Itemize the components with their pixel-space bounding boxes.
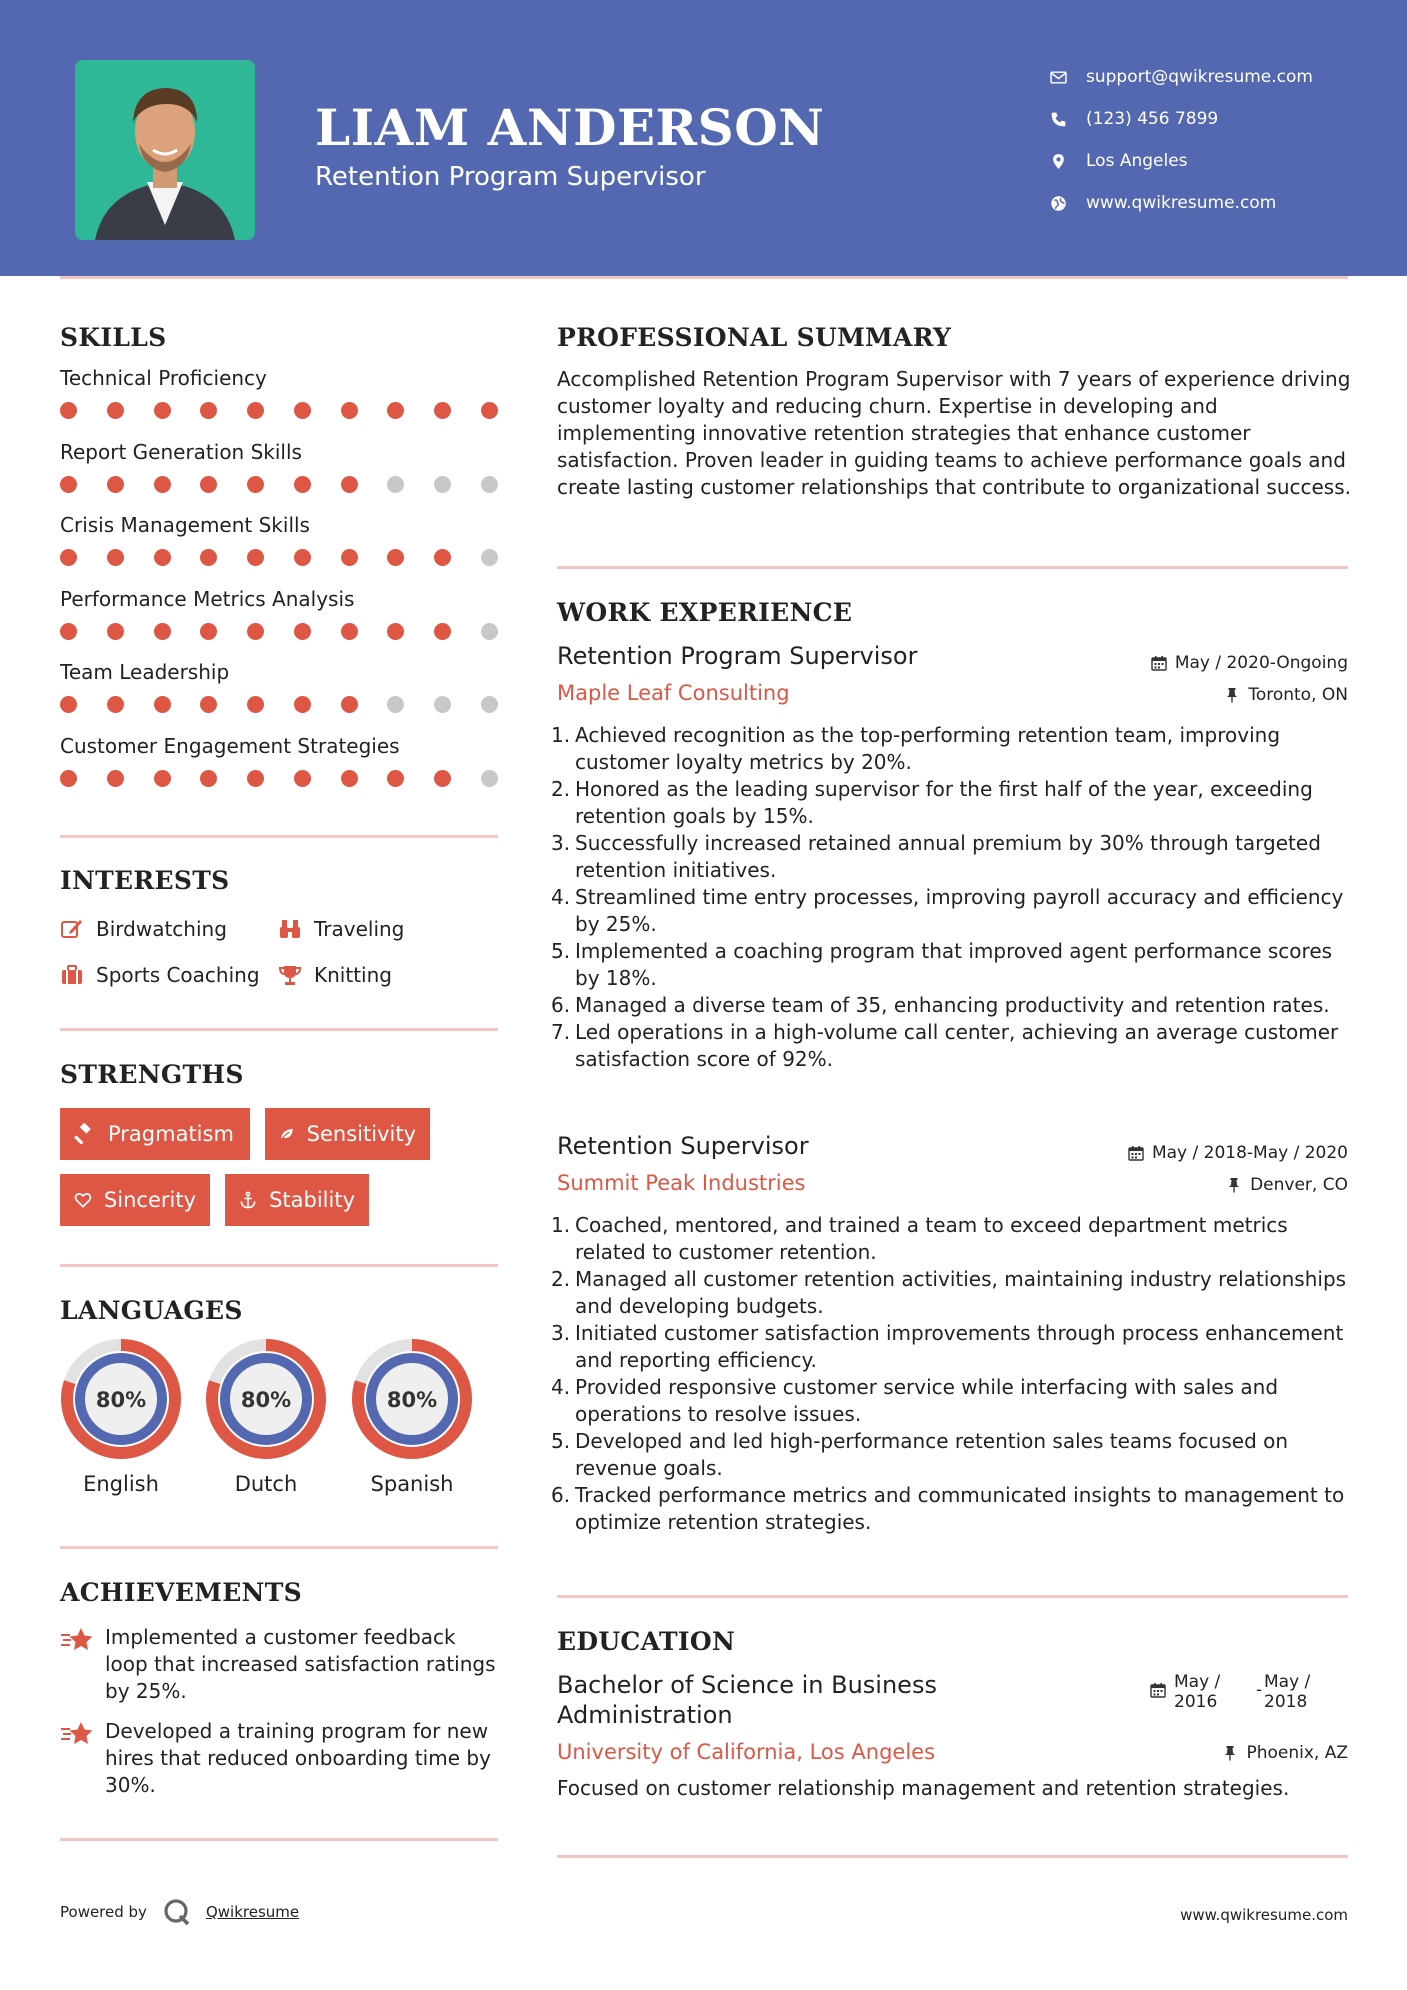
rating-dot <box>154 549 171 566</box>
interest-item: Knitting <box>278 963 392 987</box>
contact-location <box>1050 140 1313 182</box>
interests-divider <box>60 1028 498 1031</box>
summary-text: Accomplished Retention Program Supervisor with 7 years of experience driving customer loyalty and reducing churn. Expertise in developing and implementing innovative retention strategies that enhance customer satisfaction. Proven leader in guiding teams to achieve performance goals and create lasting customer relationships that contribute to organizational success. <box>557 367 1352 499</box>
language-name: Dutch <box>234 1472 298 1496</box>
skill-item <box>60 513 500 566</box>
language-item <box>205 1338 327 1496</box>
rating-dot <box>247 476 264 493</box>
skill-name: Technical Proficiency <box>60 366 267 390</box>
rating-dot <box>341 402 358 419</box>
edit-icon <box>60 917 84 941</box>
skill-rating <box>60 696 498 713</box>
bullet-number: 4. <box>551 885 571 909</box>
skill-name: Customer Engagement Strategies <box>60 733 400 758</box>
skills-heading: SKILLS <box>60 323 167 352</box>
skill-name: Report Generation Skills <box>60 439 302 464</box>
job-bullet <box>551 1320 1357 1374</box>
rating-dot <box>247 770 264 787</box>
rating-dot <box>294 696 311 713</box>
rating-dot <box>107 623 124 640</box>
bullet-number: 3. <box>551 1321 571 1345</box>
rating-dot <box>387 549 404 566</box>
interest-item: Birdwatching <box>60 917 278 941</box>
rating-dot <box>434 476 451 493</box>
phone-icon <box>1050 111 1067 128</box>
summary-divider <box>557 566 1348 569</box>
bullet-number: 5. <box>551 939 571 963</box>
degree-title: Bachelor of Science in Business Administration <box>557 1671 937 1729</box>
skill-name: Crisis Management Skills <box>60 513 310 537</box>
language-gauge <box>205 1338 327 1460</box>
bullet-text: Tracked performance metrics and communicated insights to management to optimize retention strategies. <box>575 1483 1345 1534</box>
bullet-text: Managed a diverse team of 35, enhancing productivity and retention rates. <box>575 993 1330 1017</box>
rating-dot <box>481 476 498 493</box>
skill-name: Performance Metrics Analysis <box>60 586 355 611</box>
job-bullet <box>551 992 1357 1019</box>
rating-dot <box>154 696 171 713</box>
skill-rating <box>60 770 498 787</box>
calendar-icon <box>1128 1145 1144 1161</box>
rating-dot <box>247 696 264 713</box>
language-item <box>351 1338 473 1496</box>
achievements-heading: ACHIEVEMENTS <box>60 1578 302 1607</box>
bullet-number: 1. <box>551 1213 571 1237</box>
bullet-number: 7. <box>551 1020 571 1044</box>
rating-dot <box>107 476 124 493</box>
rating-dot <box>247 623 264 640</box>
bullet-number: 6. <box>551 993 571 1017</box>
contact-phone[interactable] <box>1050 98 1313 140</box>
footer-powered-by: Powered by Qwikresume <box>60 1897 299 1927</box>
rating-dot <box>481 770 498 787</box>
rating-dot <box>341 476 358 493</box>
job-bullet-list <box>551 1212 1357 1536</box>
rating-dot <box>481 623 498 640</box>
skill-item <box>60 440 500 493</box>
skill-item <box>60 734 500 787</box>
job-location: Denver, CO <box>1226 1175 1348 1195</box>
rating-dot <box>387 402 404 419</box>
rating-dot <box>481 549 498 566</box>
job-date: May / 2018-May / 2020 <box>1128 1143 1348 1163</box>
skill-item <box>60 660 500 713</box>
contact-website[interactable] <box>1050 182 1313 224</box>
bullet-text: Led operations in a high-volume call center, achieving an average customer satisfaction score of 92%. <box>575 1020 1339 1071</box>
rating-dot <box>341 623 358 640</box>
rating-dot <box>107 402 124 419</box>
rating-dot <box>387 696 404 713</box>
rating-dot <box>247 549 264 566</box>
bullet-text: Implemented a coaching program that improved agent performance scores by 18%. <box>575 939 1333 990</box>
rating-dot <box>200 549 217 566</box>
rating-dot <box>154 402 171 419</box>
resume-header <box>0 0 1407 276</box>
school-name: University of California, Los Angeles <box>557 1740 936 1764</box>
contact-phone-text: (123) 456 7899 <box>1086 109 1219 129</box>
heart-icon <box>74 1189 92 1211</box>
strength-tag: Stability <box>225 1174 369 1226</box>
binoculars-icon <box>278 917 302 941</box>
job-bullet <box>551 1374 1357 1428</box>
gauge-label: 80% <box>95 1388 147 1412</box>
job-bullet <box>551 1482 1357 1536</box>
rating-dot <box>434 623 451 640</box>
language-item <box>60 1338 182 1496</box>
strength-tag: Pragmatism <box>60 1108 250 1160</box>
calendar-icon <box>1151 655 1167 671</box>
rating-dot <box>294 770 311 787</box>
skill-name: Team Leadership <box>60 660 230 684</box>
bullet-number: 1. <box>551 723 571 747</box>
leaf-icon <box>279 1123 295 1145</box>
rating-dot <box>387 770 404 787</box>
rating-dot <box>154 623 171 640</box>
rating-dot <box>200 770 217 787</box>
profile-photo <box>75 60 255 240</box>
envelope-icon <box>1050 69 1067 86</box>
job-bullet <box>551 1266 1357 1320</box>
skill-rating <box>60 476 498 493</box>
job-bullet <box>551 776 1357 830</box>
languages-heading: LANGUAGES <box>60 1296 243 1325</box>
education-date-separator: - <box>1256 1680 1263 1700</box>
rating-dot <box>200 402 217 419</box>
footer-website[interactable]: www.qwikresume.com <box>1180 1906 1348 1924</box>
skills-divider <box>60 835 498 838</box>
rating-dot <box>434 549 451 566</box>
interests-heading: INTERESTS <box>60 866 230 895</box>
education-end: May / 2018 <box>1264 1672 1311 1712</box>
job-title: Retention Program Supervisor <box>557 642 918 670</box>
bullet-number: 6. <box>551 1483 571 1507</box>
interests-list <box>60 906 500 998</box>
rating-dot <box>107 549 124 566</box>
strength-tag: Sincerity <box>60 1174 210 1226</box>
rating-dot <box>107 696 124 713</box>
trophy-icon <box>278 963 302 987</box>
qwikresume-link[interactable]: Qwikresume <box>205 1903 300 1921</box>
calendar-icon <box>1150 1682 1166 1698</box>
bullet-number: 4. <box>551 1375 571 1399</box>
job-bullet <box>551 1212 1357 1266</box>
education-divider <box>557 1855 1348 1858</box>
contact-location-text: Los Angeles <box>1086 151 1188 171</box>
bullet-number: 5. <box>551 1429 571 1453</box>
job-bullet <box>551 830 1357 884</box>
rating-dot <box>60 549 77 566</box>
qwikresume-logo-icon <box>162 1897 192 1927</box>
skill-rating <box>60 402 498 419</box>
rating-dot <box>341 549 358 566</box>
candidate-title: Retention Program Supervisor <box>315 162 706 192</box>
rating-dot <box>107 770 124 787</box>
rating-dot <box>434 402 451 419</box>
rating-dot <box>387 623 404 640</box>
job-bullet <box>551 1019 1357 1073</box>
map-marker-icon <box>1050 153 1067 170</box>
star-icon <box>60 1626 94 1654</box>
rating-dot <box>200 476 217 493</box>
rating-dot <box>200 623 217 640</box>
contact-website-text: www.qwikresume.com <box>1086 193 1277 213</box>
bullet-text: Streamlined time entry processes, improving payroll accuracy and efficiency by 25%. <box>575 885 1344 936</box>
rating-dot <box>387 476 404 493</box>
achievements-divider <box>60 1838 498 1841</box>
education-location: Phoenix, AZ <box>1222 1743 1348 1763</box>
languages-divider <box>60 1546 498 1549</box>
rating-dot <box>481 696 498 713</box>
education-heading: EDUCATION <box>557 1627 736 1656</box>
experience-heading: WORK EXPERIENCE <box>557 598 853 627</box>
job-date: May / 2020-Ongoing <box>1151 653 1348 673</box>
rating-dot <box>341 696 358 713</box>
bullet-text: Achieved recognition as the top-performing retention team, improving customer loyalty metrics by 20%. <box>575 723 1281 774</box>
bullet-number: 2. <box>551 777 571 801</box>
bullet-text: Successfully increased retained annual premium by 30% through targeted retention initiatives. <box>575 831 1321 882</box>
gavel-icon <box>74 1123 96 1145</box>
language-name: English <box>83 1472 159 1496</box>
experience-divider <box>557 1595 1348 1598</box>
skill-item <box>60 587 500 640</box>
job-bullet-list <box>551 722 1357 1073</box>
rating-dot <box>294 623 311 640</box>
job-bullet <box>551 722 1357 776</box>
job-company: Maple Leaf Consulting <box>557 681 790 705</box>
rating-dot <box>154 476 171 493</box>
education-start: May / 2016 <box>1174 1672 1221 1712</box>
job-company: Summit Peak Industries <box>557 1171 806 1195</box>
summary-heading: PROFESSIONAL SUMMARY <box>557 323 952 352</box>
contact-email-text: support@qwikresume.com <box>1086 67 1313 87</box>
job-bullet <box>551 884 1357 938</box>
skill-item <box>60 366 500 419</box>
pushpin-icon <box>1222 1745 1238 1761</box>
rating-dot <box>341 770 358 787</box>
bullet-text: Provided responsive customer service while interfacing with sales and operations to resolve issues. <box>575 1375 1279 1426</box>
rating-dot <box>247 402 264 419</box>
achievement-item: Developed a training program for new hires that reduced onboarding time by 30%. <box>60 1718 500 1799</box>
job-location: Toronto, ON <box>1224 685 1348 705</box>
rating-dot <box>434 770 451 787</box>
person-portrait-icon <box>75 60 255 240</box>
star-icon <box>60 1720 94 1748</box>
bullet-text: Honored as the leading supervisor for the first half of the year, exceeding retention goals by 15%. <box>575 777 1313 828</box>
rating-dot <box>60 696 77 713</box>
language-gauge <box>60 1338 182 1460</box>
contact-list <box>1050 56 1313 224</box>
contact-email[interactable] <box>1050 56 1313 98</box>
bullet-number: 2. <box>551 1267 571 1291</box>
rating-dot <box>60 623 77 640</box>
skill-rating <box>60 549 498 566</box>
rating-dot <box>434 696 451 713</box>
pushpin-icon <box>1224 687 1240 703</box>
education-description: Focused on customer relationship management and retention strategies. <box>557 1776 1290 1800</box>
job-bullet <box>551 938 1357 992</box>
bullet-number: 3. <box>551 831 571 855</box>
rating-dot <box>60 770 77 787</box>
rating-dot <box>294 476 311 493</box>
rating-dot <box>481 402 498 419</box>
candidate-name: LIAM ANDERSON <box>315 98 825 157</box>
interest-item: Traveling <box>278 917 404 941</box>
gauge-label: 80% <box>240 1388 292 1412</box>
bullet-text: Coached, mentored, and trained a team to exceed department metrics related to customer retention. <box>575 1213 1288 1264</box>
rating-dot <box>60 476 77 493</box>
bullet-text: Developed and led high-performance retention sales teams focused on revenue goals. <box>575 1429 1289 1480</box>
anchor-icon <box>239 1189 257 1211</box>
rating-dot <box>200 696 217 713</box>
language-name: Spanish <box>370 1472 454 1496</box>
briefcase-icon <box>60 963 84 987</box>
bullet-text: Managed all customer retention activities, maintaining industry relationships and developing budgets. <box>575 1267 1347 1318</box>
rating-dot <box>60 402 77 419</box>
rating-dot <box>294 549 311 566</box>
education-date <box>1150 1672 1324 1712</box>
interest-item: Sports Coaching <box>60 963 278 987</box>
header-divider <box>60 276 1348 279</box>
achievement-item: Implemented a customer feedback loop that increased satisfaction ratings by 25%. <box>60 1624 500 1705</box>
bullet-text: Initiated customer satisfaction improvements through process enhancement and reporting efficiency. <box>575 1321 1344 1372</box>
rating-dot <box>154 770 171 787</box>
job-title: Retention Supervisor <box>557 1132 809 1160</box>
language-gauge <box>351 1338 473 1460</box>
strengths-heading: STRENGTHS <box>60 1060 244 1089</box>
rating-dot <box>294 402 311 419</box>
strengths-divider <box>60 1264 498 1267</box>
job-bullet <box>551 1428 1357 1482</box>
gauge-label: 80% <box>386 1388 438 1412</box>
strength-tag: Sensitivity <box>265 1108 430 1160</box>
globe-icon <box>1050 195 1067 212</box>
pushpin-icon <box>1226 1177 1242 1193</box>
skill-rating <box>60 623 498 640</box>
